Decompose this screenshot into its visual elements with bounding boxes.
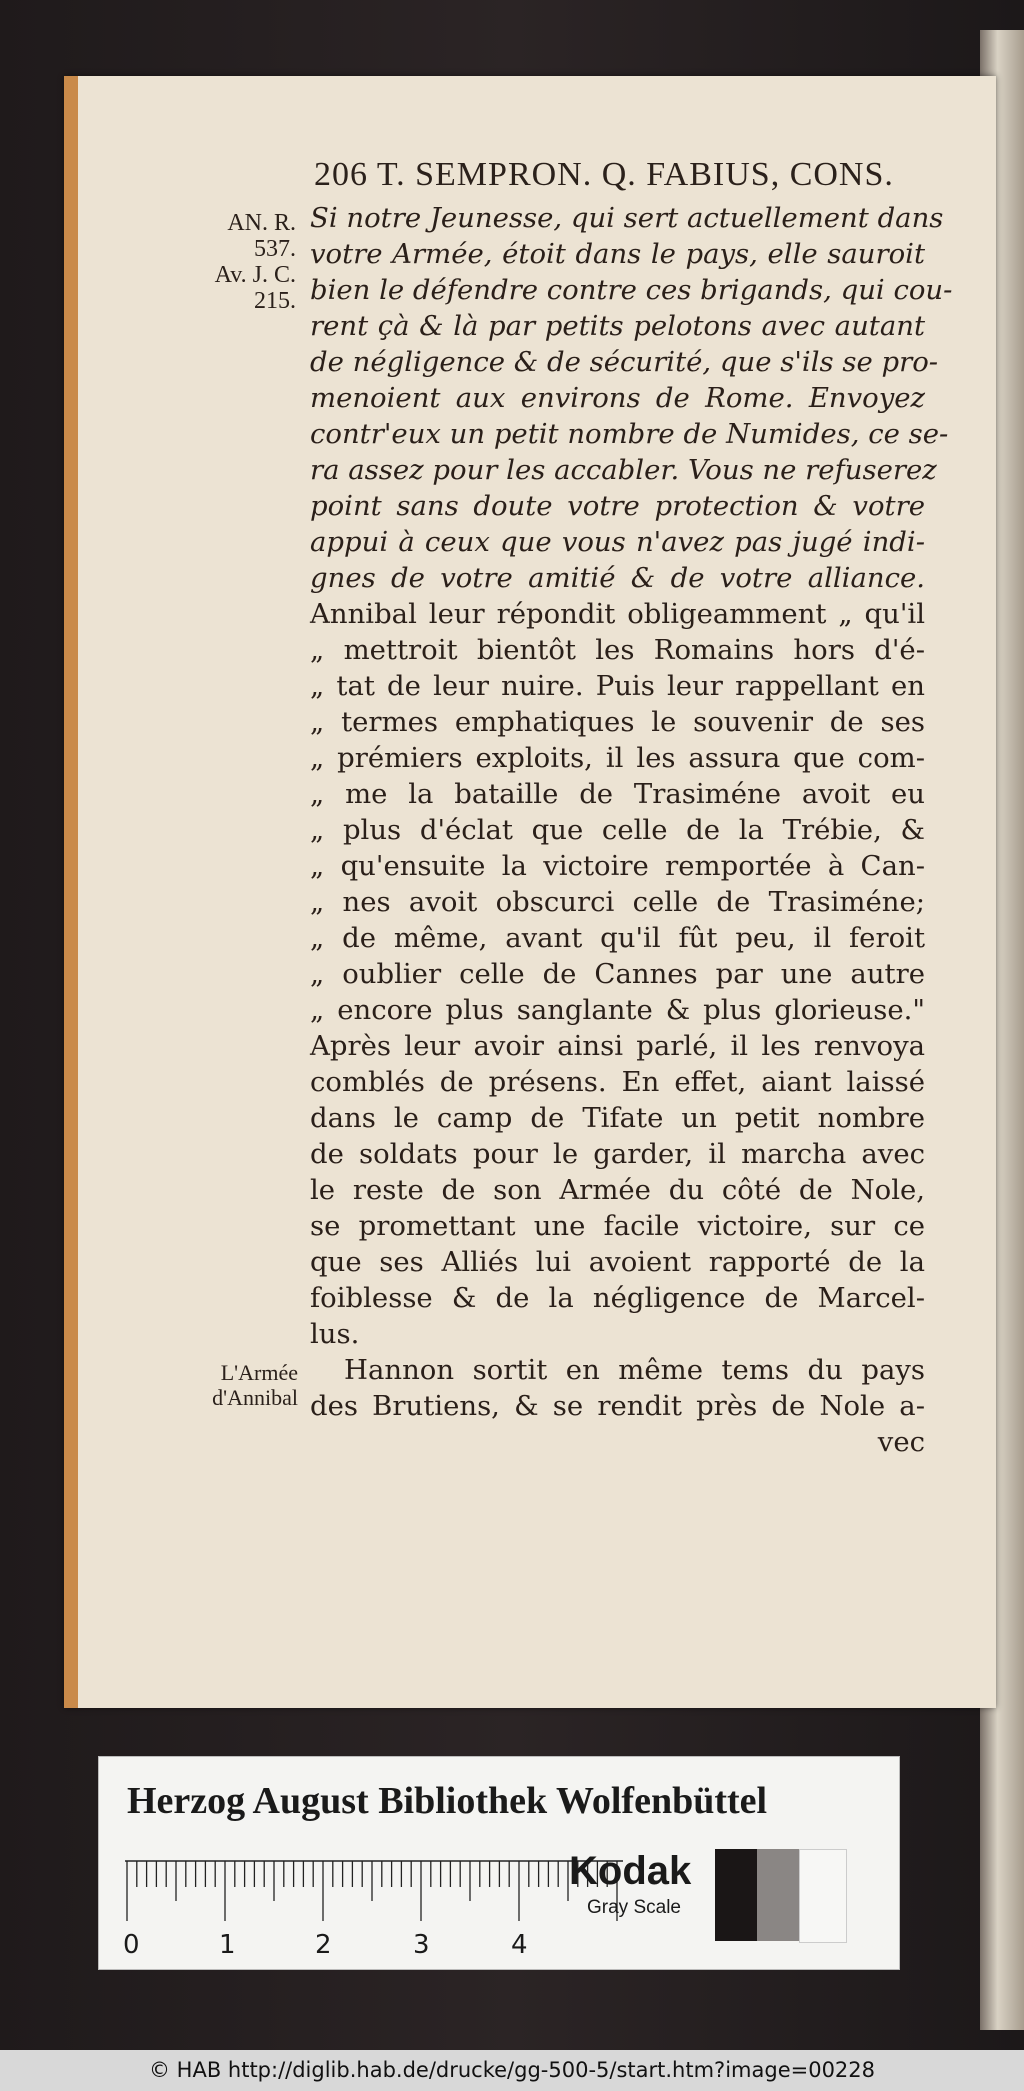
gray-patch-mid xyxy=(757,1849,799,1941)
gray-patch-black xyxy=(715,1849,757,1941)
library-name: Herzog August Bibliothek Wolfenbüttel xyxy=(127,1780,768,1822)
text-line: „ me la bataille de Trasiméne avoit eu xyxy=(310,778,925,810)
ruler-number: 3 xyxy=(413,1930,430,1960)
ruler-number: 2 xyxy=(315,1930,332,1960)
margin-note-line: 537. xyxy=(254,236,296,262)
text-line: rent çà & là par petits pelotons avec autant xyxy=(310,310,925,342)
ruler-ticks xyxy=(127,1861,617,1921)
gray-patch-white xyxy=(799,1849,847,1943)
text-line: Annibal leur répondit obligeamment „ qu'il xyxy=(310,598,925,630)
margin-note-line: L'Armée xyxy=(220,1360,298,1385)
kodak-logo: Kodak xyxy=(569,1849,692,1893)
text-line: votre Armée, étoit dans le pays, elle sauroit xyxy=(310,238,925,270)
text-line: „ prémiers exploits, il les assura que com- xyxy=(310,742,925,774)
text-line: lus. xyxy=(310,1318,360,1350)
text-line: point sans doute votre protection & votre xyxy=(310,490,925,522)
text-line: Après leur avoir ainsi parlé, il les renvoya xyxy=(310,1030,925,1062)
ruler-number: 0 xyxy=(123,1930,140,1960)
text-line: se promettant une facile victoire, sur ce xyxy=(310,1210,925,1242)
margin-note-line: Av. J. C. xyxy=(214,262,296,288)
margin-note-line: 215. xyxy=(254,288,296,314)
text-line: de soldats pour le garder, il marcha avec xyxy=(310,1138,925,1170)
text-line: „ mettroit bientôt les Romains hors d'é- xyxy=(310,634,925,666)
text-line: „ termes emphatiques le souvenir de ses xyxy=(310,706,925,738)
ruler-number: 4 xyxy=(511,1930,528,1960)
margin-note-line: d'Annibal xyxy=(212,1385,298,1410)
text-line: „ tat de leur nuire. Puis leur rappellant en xyxy=(310,670,925,702)
text-line: que ses Alliés lui avoient rapporté de la xyxy=(310,1246,925,1278)
text-line: contr'eux un petit nombre de Numides, ce se- xyxy=(310,418,949,450)
text-line: „ nes avoit obscurci celle de Trasiméne; xyxy=(310,886,925,918)
copyright-footer: © HAB http://diglib.hab.de/drucke/gg-500-5/start.htm?image=00228 xyxy=(0,2050,1024,2091)
text-line: le reste de son Armée du côté de Nole, xyxy=(310,1174,925,1206)
text-line: des Brutiens, & se rendit près de Nole a- xyxy=(310,1390,925,1422)
text-line: „ encore plus sanglante & plus glorieuse." xyxy=(310,994,925,1026)
text-line: „ oublier celle de Cannes par une autre xyxy=(310,958,925,990)
margin-note-line: AN. R. xyxy=(227,210,296,236)
margin-note-date xyxy=(176,210,296,314)
page-body-text xyxy=(310,200,953,1460)
text-line: menoient aux environs de Rome. Envoyez xyxy=(310,382,925,414)
text-line: de négligence & de sécurité, que s'ils se pro- xyxy=(310,346,939,378)
text-line: „ qu'ensuite la victoire remportée à Can- xyxy=(310,850,925,882)
text-line: gnes de votre amitié & de votre alliance. xyxy=(310,562,925,594)
text-line: appui à ceux que vous n'avez pas jugé indi- xyxy=(310,526,925,558)
margin-note-army xyxy=(170,1360,298,1410)
running-header: 206 T. SEMPRON. Q. FABIUS, CONS. xyxy=(314,156,894,193)
text-line: foiblesse & de la négligence de Marcel- xyxy=(310,1282,925,1314)
ruler-number: 1 xyxy=(219,1930,236,1960)
color-calibration-card xyxy=(98,1756,900,1970)
text-line: Hannon sortit en même tems du pays xyxy=(344,1354,925,1386)
catchword: vec xyxy=(877,1426,925,1458)
ruler xyxy=(123,1857,643,1967)
text-line: „ de même, avant qu'il fût peu, il feroit xyxy=(310,922,925,954)
kodak-subtitle: Gray Scale xyxy=(587,1897,681,1918)
text-line: ra assez pour les accabler. Vous ne refuserez xyxy=(310,454,937,486)
text-line: „ plus d'éclat que celle de la Trébie, & xyxy=(310,814,925,846)
text-line: comblés de présens. En effet, aiant laissé xyxy=(310,1066,925,1098)
text-line: bien le défendre contre ces brigands, qui cou- xyxy=(310,274,953,306)
text-line: Si notre Jeunesse, qui sert actuellement dans xyxy=(310,202,944,234)
text-line: dans le camp de Tifate un petit nombre xyxy=(310,1102,925,1134)
